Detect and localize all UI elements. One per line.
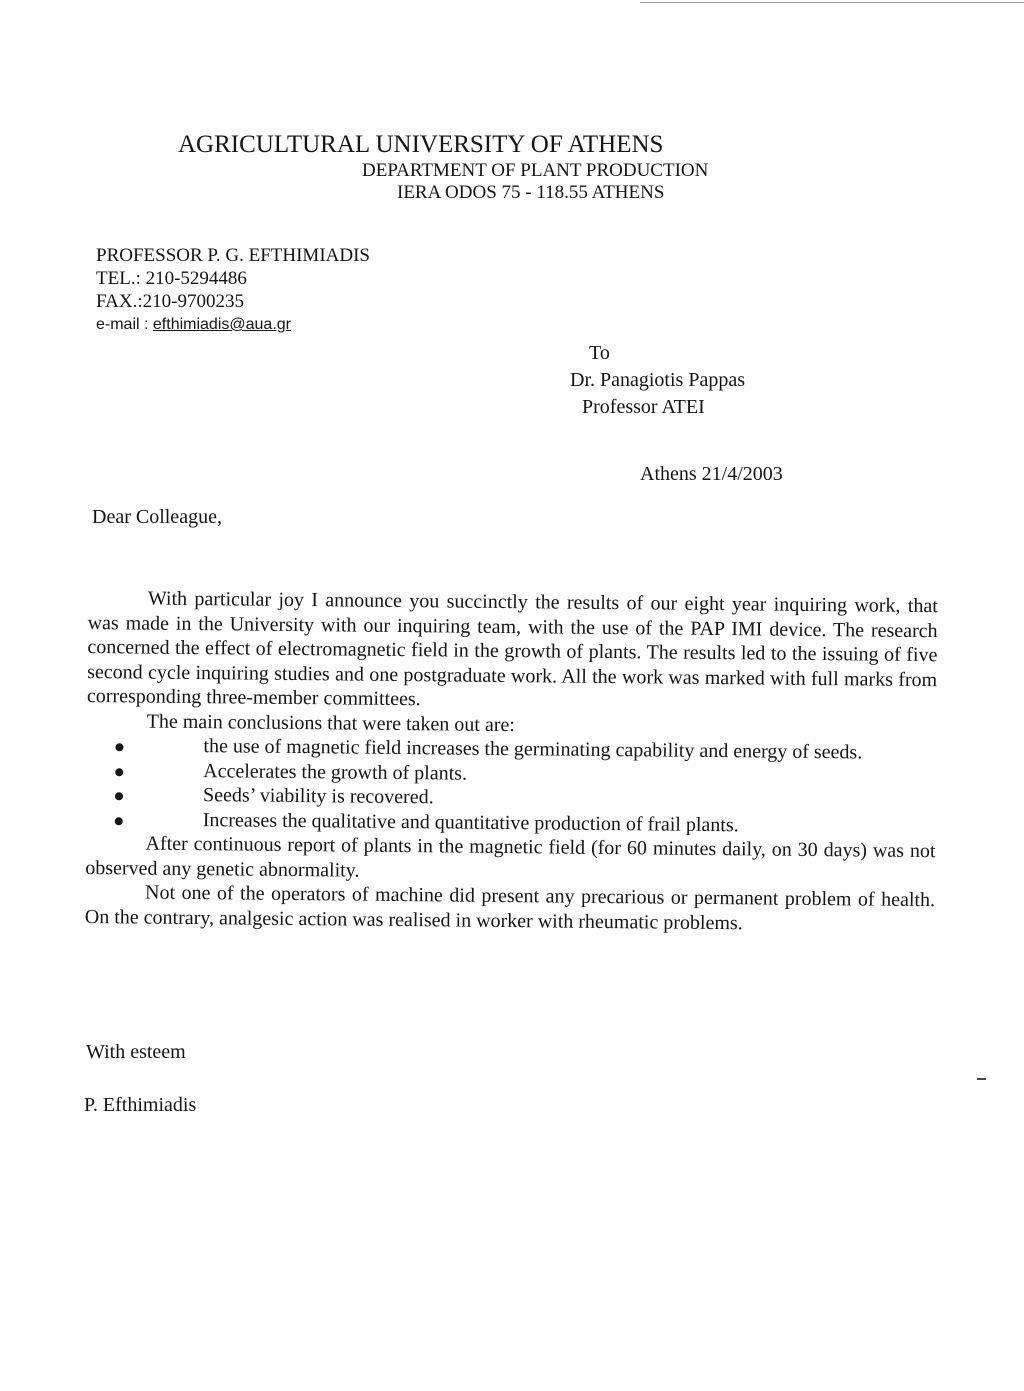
bullet-icon (115, 743, 123, 751)
sender-tel: TEL.: 210-5294486 (96, 268, 247, 289)
bullet-icon (115, 817, 123, 825)
recipient-name: Dr. Panagiotis Pappas (570, 369, 745, 391)
scan-speck (977, 1078, 986, 1080)
university-name: AGRICULTURAL UNIVERSITY OF ATHENS (178, 131, 664, 158)
email-link[interactable]: efthimiadis@aua.gr (152, 316, 291, 333)
university-address: IERA ODOS 75 - 118.55 ATHENS (397, 182, 665, 203)
sender-name: PROFESSOR P. G. EFTHIMIADIS (96, 245, 370, 266)
body-paragraph-2: After continuous report of plants in the magnetic field (for 60 minutes daily, on 30 days) was not observed any genetic abnormality. (85, 832, 936, 882)
scan-artifact-line (640, 2, 1024, 3)
body-paragraph-1: With particular joy I announce you succinctly the results of our eight year inquiring work, that was made in the University with our inquiring team, with the use of the PAP IMI device. The research concerned the effect of electromagnetic field in the growth of plants. The results led to the issuing of five second cycle inquiring studies and one postgraduate work. All the work was marked with full marks from corresponding three-member committees. (86, 587, 938, 711)
recipient-title: Professor ATEI (582, 396, 705, 418)
bullet-icon (115, 768, 123, 776)
letter-date: Athens 21/4/2003 (640, 463, 783, 485)
closing: With esteem (86, 1041, 186, 1063)
letter-body (85, 586, 938, 937)
sender-email-line (96, 313, 370, 336)
salutation: Dear Colleague, (92, 506, 222, 528)
bullet-icon (115, 792, 123, 800)
conclusions-list (86, 733, 937, 839)
email-label: e-mail : (96, 316, 153, 333)
signature: P. Efthimiadis (84, 1094, 197, 1116)
conclusion-item: Seeds’ viability is recovered. (86, 782, 936, 815)
department-name: DEPARTMENT OF PLANT PRODUCTION (362, 160, 709, 181)
recipient-block (570, 340, 745, 421)
sender-fax: FAX.:210-9700235 (96, 291, 244, 312)
conclusion-item: the use of magnetic field increases the germinating capability and energy of seeds. (86, 733, 936, 766)
conclusion-item: Increases the qualitative and quantitative production of frail plants. (86, 806, 936, 839)
recipient-to-label: To (589, 342, 610, 364)
conclusions-intro: The main conclusions that were taken out are: (146, 710, 515, 736)
conclusion-item: Accelerates the growth of plants. (86, 757, 936, 790)
sender-block (96, 244, 370, 336)
body-paragraph-3: Not one of the operators of machine did present any precarious or permanent problem of health. On the contrary, analgesic action was realised in worker with rheumatic problems. (84, 881, 936, 934)
